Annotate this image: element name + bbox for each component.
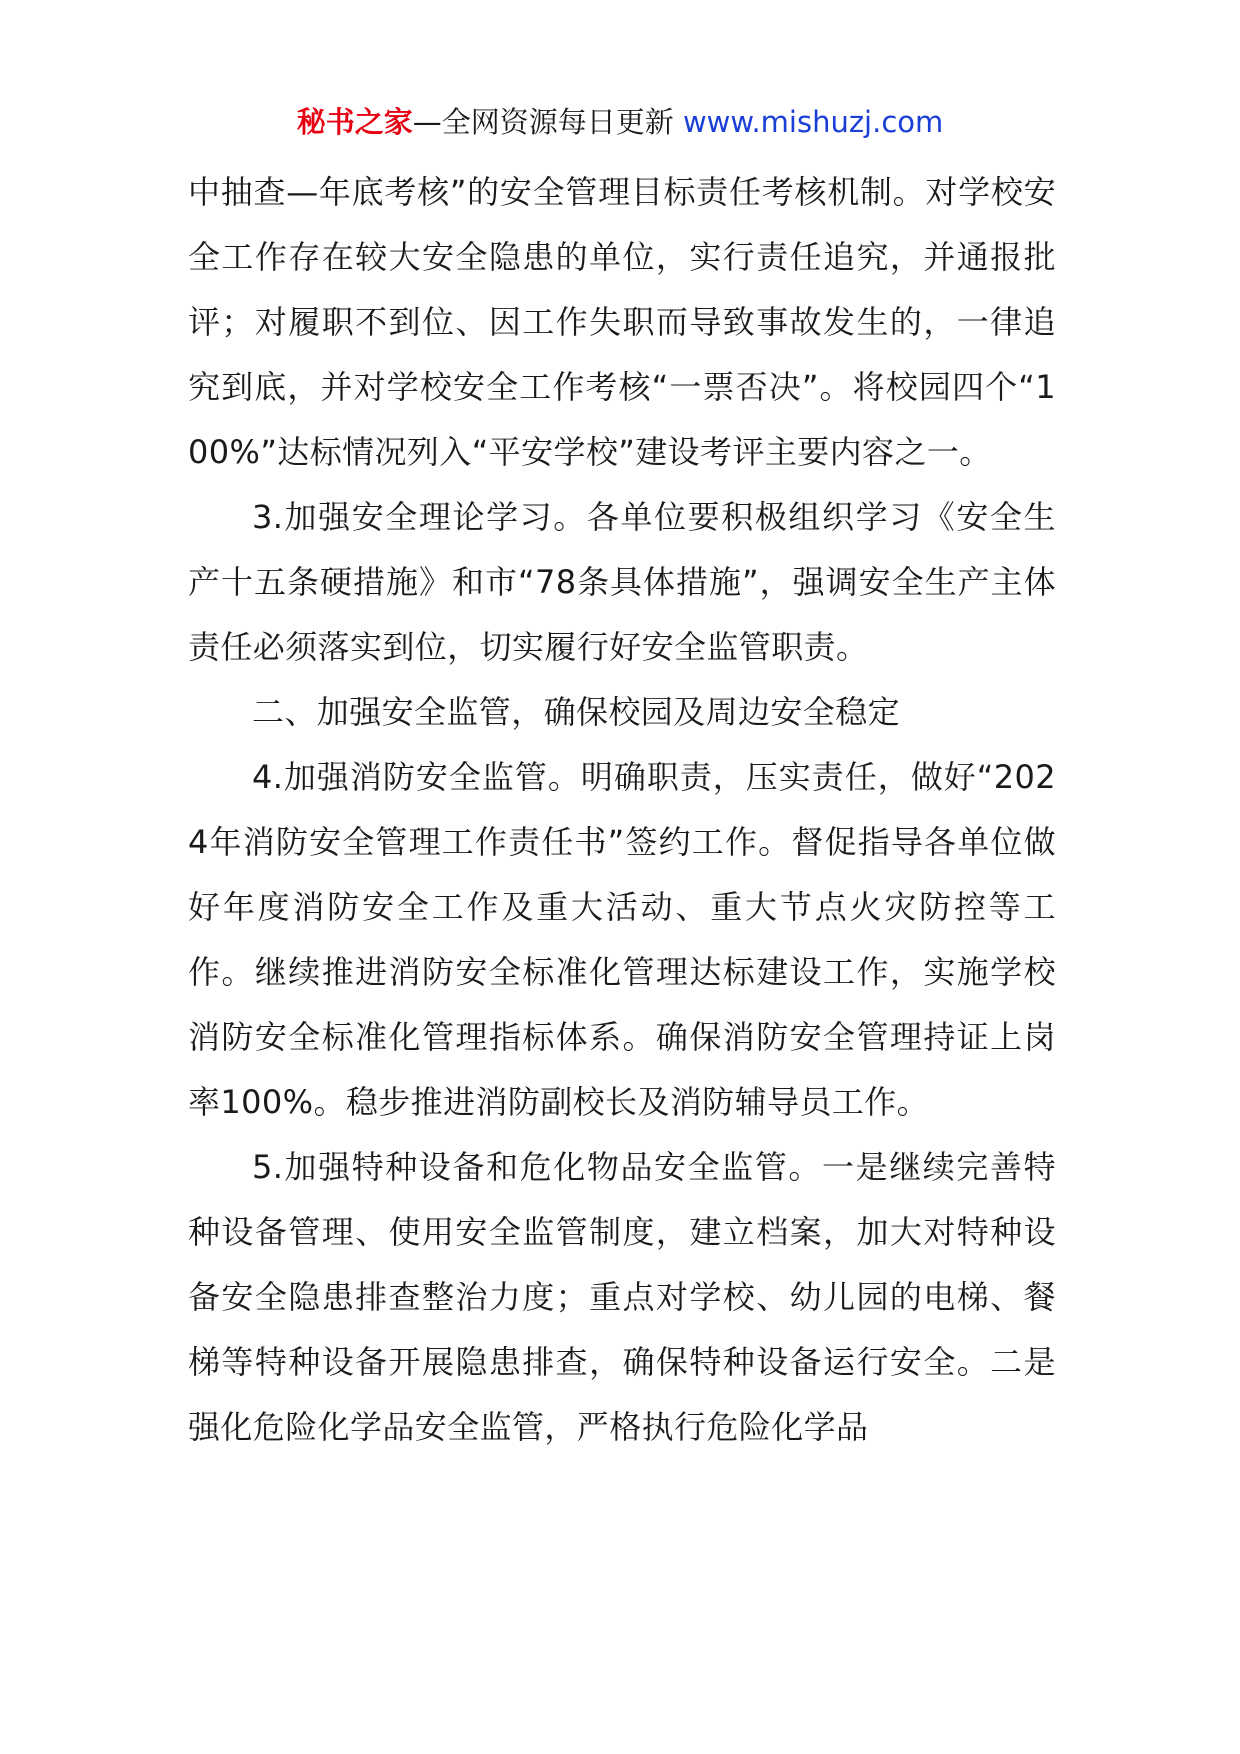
brand-name: 秘书之家 <box>296 105 413 139</box>
site-url-link[interactable]: www.mishuzj.com <box>682 105 944 139</box>
site-header <box>0 102 1240 142</box>
paragraph-item-4: 4.加强消防安全监管。明确职责，压实责任，做好“2024年消防安全管理工作责任书”签约工作。督促指导各单位做好年度消防安全工作及重大活动、重大节点火灾防控等工作。继续推进消防安全标准化管理达标建设工作，实施学校消防安全标准化管理指标体系。确保消防安全管理持证上岗率100%。稳步推进消防副校长及消防辅导员工作。 <box>188 758 1056 1121</box>
paragraph-item-5: 5.加强特种设备和危化物品安全监管。一是继续完善特种设备管理、使用安全监管制度，建立档案，加大对特种设备安全隐患排查整治力度；重点对学校、幼儿园的电梯、餐梯等特种设备开展隐患排查，确保特种设备运行安全。二是强化危险化学品安全监管，严格执行危险化学品 <box>188 1148 1056 1446</box>
document-body <box>188 160 1056 1460</box>
header-tagline: —全网资源每日更新 <box>412 105 674 139</box>
paragraph-continuation: 中抽查—年底考核”的安全管理目标责任考核机制。对学校安全工作存在较大安全隐患的单位，实行责任追究，并通报批评；对履职不到位、因工作失职而导致事故发生的，一律追究到底，并对学校安全工作考核“一票否决”。将校园四个“100%”达标情况列入“平安学校”建设考评主要内容之一。 <box>188 173 1056 471</box>
paragraph-item-3: 3.加强安全理论学习。各单位要积极组织学习《安全生产十五条硬措施》和市“78条具体措施”，强调安全生产主体责任必须落实到位，切实履行好安全监管职责。 <box>188 498 1056 666</box>
section-heading-2: 二、加强安全监管，确保校园及周边安全稳定 <box>252 693 901 731</box>
